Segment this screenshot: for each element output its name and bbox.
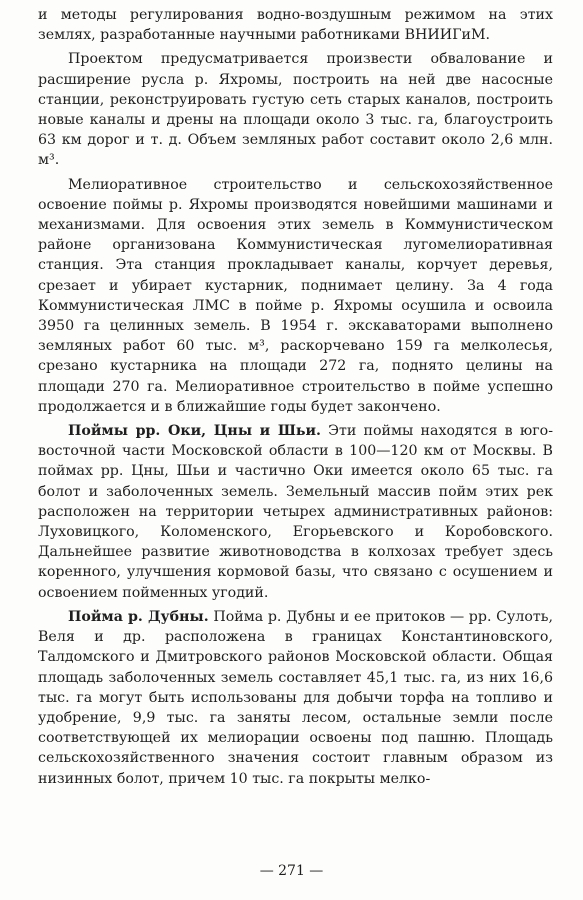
paragraph-4 [38,421,553,603]
paragraph-3-text: Мелиоративное строительство и сельскохозяйственное освоение поймы р. Яхромы производятся новейшими машинами и механизмами. Для освоения этих земель в Коммунистическом районе организована Коммунистическая лугомелиоративная станция. Эта станция прокладывает каналы, корчует деревья, срезает и убирает кустарник, поднимает целину. За 4 года Коммунистическая ЛМС в пойме р. Яхромы осушила и освоила 3950 га целинных земель. В 1954 г. экскаваторами выполнено земляных работ 60 тыс. м³, раскорчевано 159 га мелколесья, срезано кустарника на площади 272 га, поднято целины на площади 270 га. Мелиоративное строительство в пойме успешно продолжается и в ближайшие годы будет закончено. [38,176,553,415]
paragraph-5 [38,607,553,789]
section-heading-dubna: Пойма р. Дубны. [68,608,209,625]
paragraph-1-text: и методы регулирования водно-воздушным режимом на этих землях, разработанные научными работниками ВНИИГиМ. [38,7,553,44]
paragraph-3 [38,175,553,417]
paragraph-2 [38,49,553,170]
body-text [38,5,553,789]
paragraph-1 [38,5,553,45]
paragraph-5-text: Пойма р. Дубны и ее притоков — рр. Сулоть, Веля и др. расположена в границах Константиновского, Талдомского и Дмитровского районов Московской области. Общая площадь заболоченных земель составляет 45,1 тыс. га, из них 16,6 тыс. га могут быть использованы для добычи торфа на топливо и удобрение, 9,9 тыс. га заняты лесом, остальные земли после соответствующей их мелиорации освоены под пашню. Площадь сельскохозяйственного значения состоит главным образом из низинных болот, причем 10 тыс. га покрыты мелко- [38,608,553,787]
paragraph-4-text: Эти поймы находятся в юго-восточной части Московской области в 100—120 км от Москвы. В поймах рр. Цны, Шьи и частично Оки имеется около 65 тыс. га болот и заболоченных земель. Земельный массив пойм этих рек расположен на территории четырех административных районов: Луховицкого, Коломенского, Егорьевского и Коробовского. Дальнейшее развитие животноводства в колхозах требует здесь коренного, улучшения кормовой базы, что связано с осушением и освоением пойменных угодий. [38,423,553,601]
paragraph-2-text: Проектом предусматривается произвести обвалование и расширение русла р. Яхромы, построить на ней две насосные станции, реконструировать густую сеть старых каналов, построить новые каналы и дрены на площади около 3 тыс. га, благоустроить 63 км дорог и т. д. Объем земляных работ составит около 2,6 млн. м³. [38,51,553,169]
page-number: — 271 — [259,863,324,879]
section-heading-oka: Поймы рр. Оки, Цны и Шьи. [68,423,321,440]
